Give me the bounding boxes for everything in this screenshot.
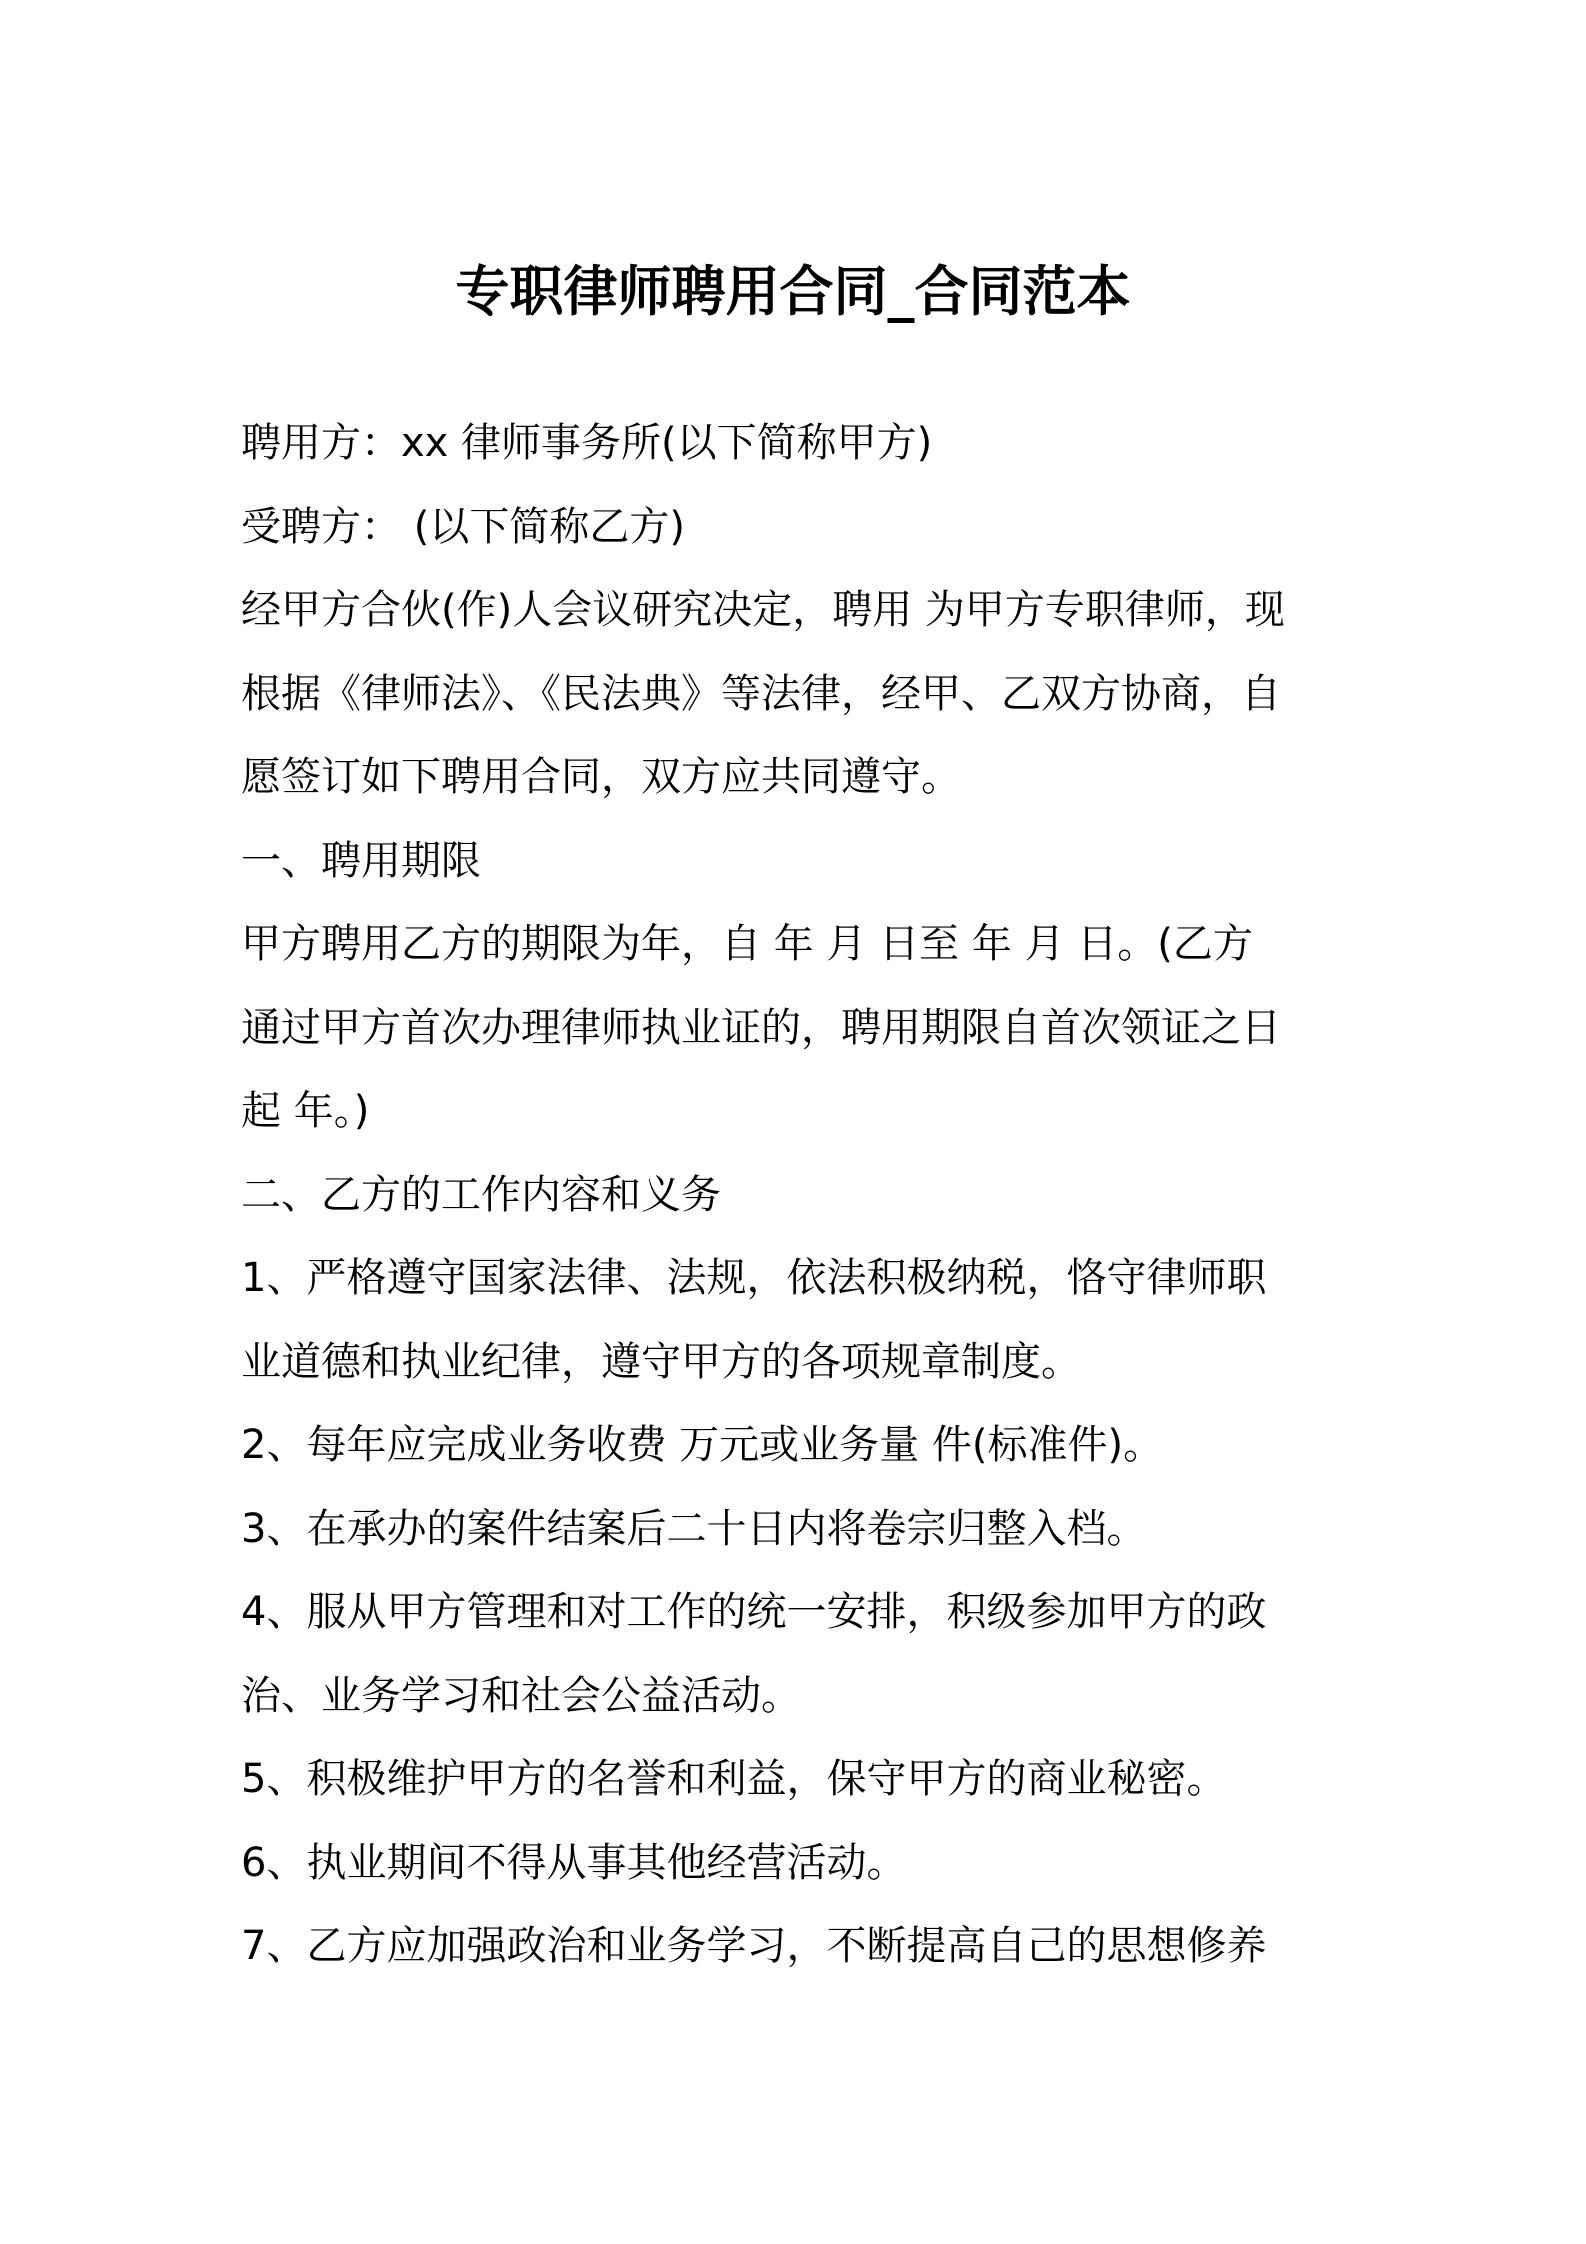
preamble-line: 根据《律师法》、《民法典》等法律，经甲、乙双方协商，自 [241, 670, 1281, 717]
section-heading-term: 一、聘用期限 [241, 837, 481, 884]
preamble-line: 愿签订如下聘用合同，双方应共同遵守。 [241, 754, 961, 800]
document-body [241, 402, 1356, 1989]
duty-item-7: 7、乙方应加强政治和业务学习，不断提高自己的思想修养 [241, 1923, 1267, 1969]
section-heading-duties: 二、乙方的工作内容和义务 [241, 1171, 721, 1218]
document-title: 专职律师聘用合同_合同范本 [455, 260, 1131, 323]
duty-item-4: 4、服从甲方管理和对工作的统一安排，积级参加甲方的政 [241, 1589, 1267, 1635]
duty-item-5: 5、积极维护甲方的名誉和利益，保守甲方的商业秘密。 [241, 1756, 1227, 1802]
duty-item-1-continued: 业道德和执业纪律，遵守甲方的各项规章制度。 [241, 1338, 1081, 1385]
term-line: 通过甲方首次办理律师执业证的，聘用期限自首次领证之日 [241, 1004, 1281, 1051]
party-b-line: 受聘方： (以下简称乙方) [241, 503, 685, 550]
preamble-line: 经甲方合伙(作)人会议研究决定，聘用 为甲方专职律师，现 [241, 587, 1285, 633]
duty-item-2: 2、每年应完成业务收费 万元或业务量 件(标准件)。 [241, 1422, 1164, 1468]
duty-item-3: 3、在承办的案件结案后二十日内将卷宗归整入档。 [241, 1505, 1147, 1552]
party-a-line: 聘用方：xx 律师事务所(以下简称甲方) [241, 420, 933, 466]
term-line: 甲方聘用乙方的期限为年，自 年 月 日至 年 月 日。(乙方 [241, 921, 1253, 967]
duty-item-4-continued: 治、业务学习和社会公益活动。 [241, 1672, 801, 1719]
duty-item-6: 6、执业期间不得从事其他经营活动。 [241, 1839, 907, 1886]
duty-item-1: 1、严格遵守国家法律、法规，依法积极纳税，恪守律师职 [241, 1255, 1267, 1301]
term-line: 起 年。) [241, 1088, 370, 1134]
